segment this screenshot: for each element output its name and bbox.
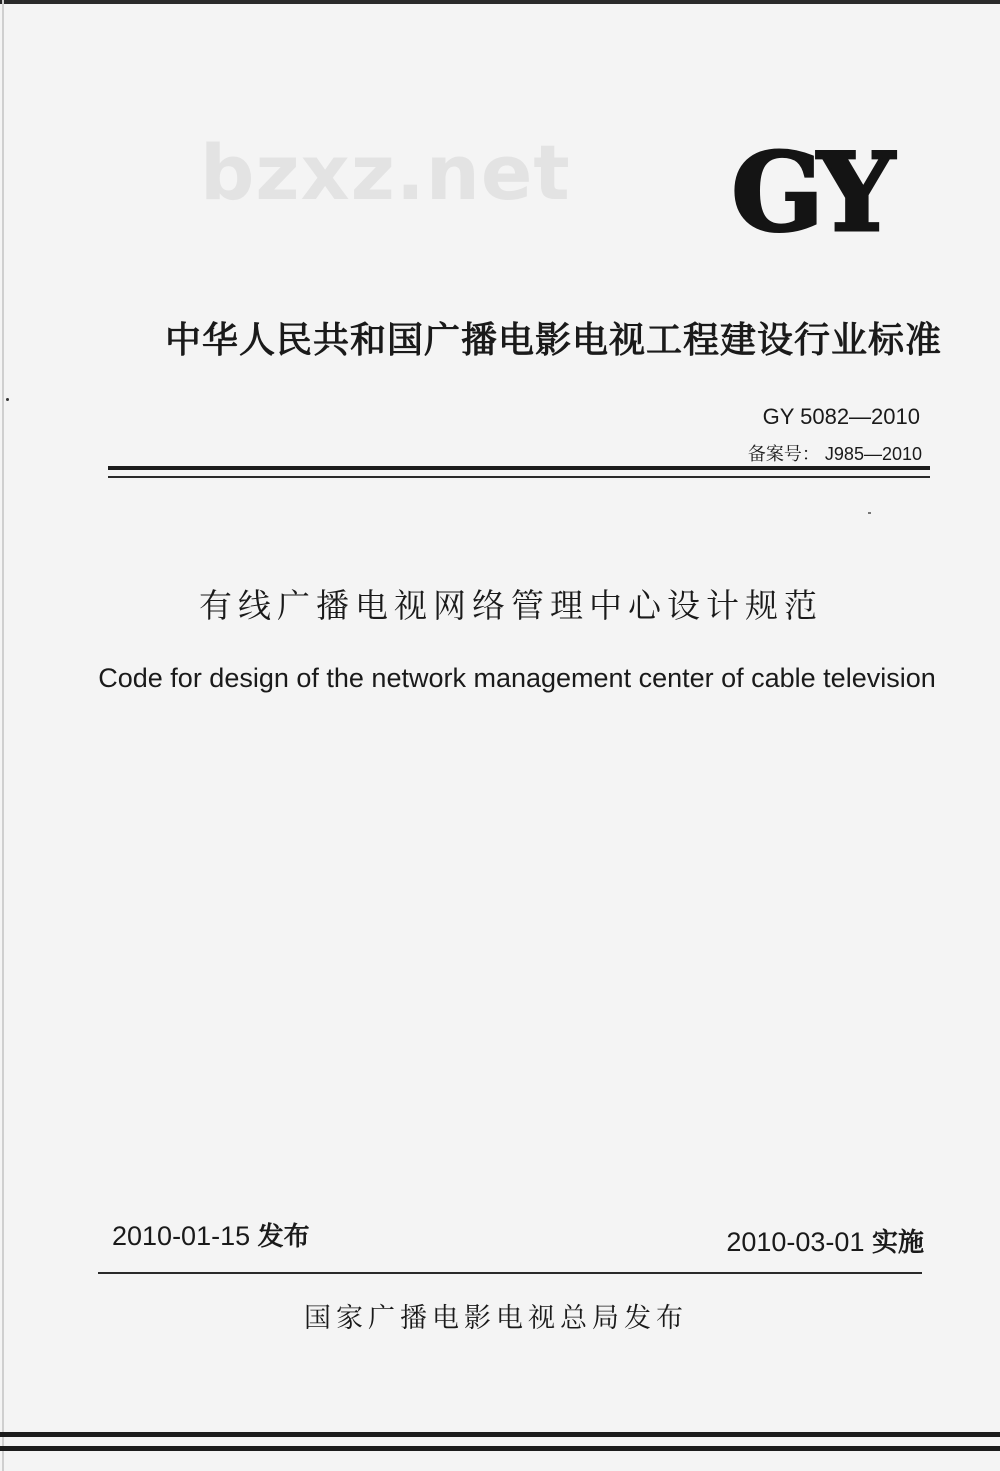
document-title-english: Code for design of the network management center of cable television [98,663,936,693]
page-edge-bottom [0,1446,1000,1451]
page-edge-top [0,0,1000,4]
footer-rule [98,1272,922,1274]
standard-number: GY 5082—2010 [762,404,920,429]
implementation-date-value: 2010-03-01 [726,1227,865,1257]
scan-speck [6,398,9,401]
page-edge-left [2,0,4,1471]
implementation-date [726,1222,924,1259]
issue-label: 发布 [257,1222,310,1252]
implementation-label: 实施 [871,1228,924,1258]
document-title-chinese: 有线广播电视网络管理中心设计规范 [199,586,823,625]
scan-speck [868,512,871,514]
header-rule-thick [108,466,930,470]
page-edge-bottom [0,1432,1000,1437]
record-number: 备案号： J985—2010 [747,444,922,464]
issue-date-value: 2010-01-15 [112,1221,251,1251]
header-rule-thin [108,476,930,478]
publisher: 国家广播电影电视总局发布 [304,1303,688,1334]
gy-logo [700,138,920,248]
org-title: 中华人民共和国广播电影电视工程建设行业标准 [165,320,943,361]
gy-logo-text: GY [731,138,889,248]
issue-date [112,1216,310,1253]
watermark: bzxz.net [200,128,571,217]
